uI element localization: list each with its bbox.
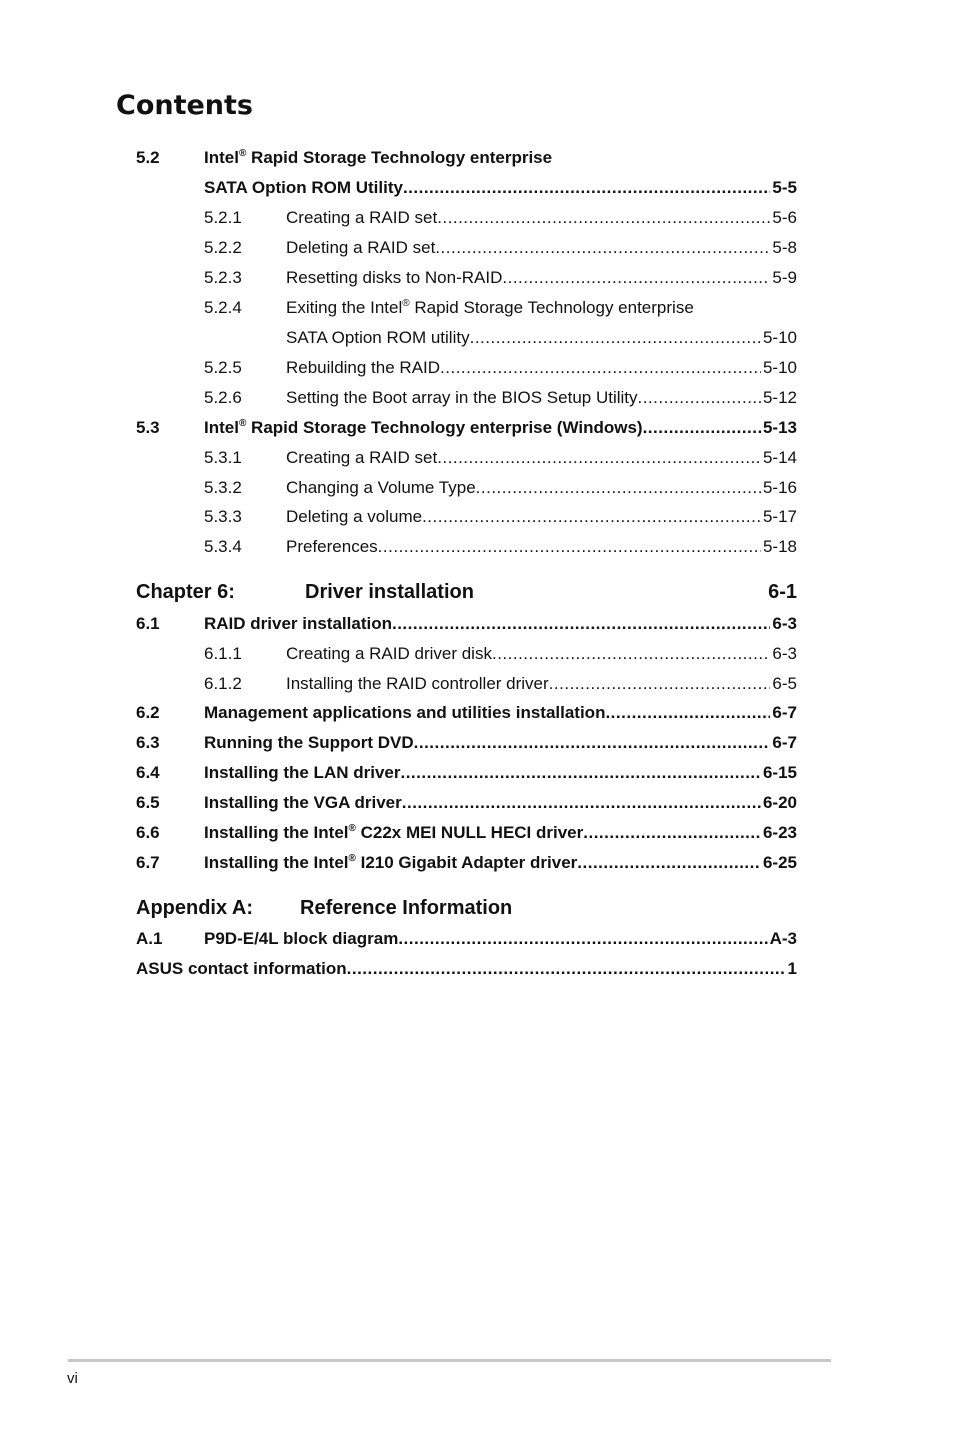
toc-title: Installing the Intel® C22x MEI NULL HECI driver <box>204 823 584 842</box>
dot-leader <box>403 176 770 200</box>
toc-number: 6.1.1 <box>204 644 242 663</box>
toc-title: Changing a Volume Type <box>286 478 476 497</box>
toc-entry-6-7[interactable] <box>0 851 954 875</box>
toc-title: Preferences <box>286 537 378 556</box>
toc-number: 5.2 <box>136 148 160 167</box>
toc-page: 5-6 <box>772 208 797 227</box>
toc-title: SATA Option ROM utility <box>286 328 470 347</box>
toc-page: 6-7 <box>772 703 797 722</box>
toc-page: 5-14 <box>762 448 797 467</box>
toc-title: Setting the Boot array in the BIOS Setup Utility <box>286 388 638 407</box>
toc-title: RAID driver installation <box>204 614 392 633</box>
toc-number: 5.2.1 <box>204 208 242 227</box>
toc-entry-5-3-2[interactable] <box>0 476 954 500</box>
toc-title: Creating a RAID driver disk <box>286 644 492 663</box>
dot-leader <box>392 612 770 636</box>
toc-title: Intel® Rapid Storage Technology enterprise <box>204 148 553 167</box>
toc-page: 6-15 <box>762 763 797 782</box>
toc-entry-6-2[interactable] <box>0 701 954 725</box>
toc-page: 5-18 <box>762 537 797 556</box>
footer-rule <box>68 1359 831 1362</box>
dot-leader <box>502 266 770 290</box>
page-number: vi <box>67 1370 78 1387</box>
toc-entry-6-4[interactable] <box>0 761 954 785</box>
toc-title: Installing the RAID controller driver <box>286 674 549 693</box>
dot-leader <box>378 535 761 559</box>
toc-page: 5-16 <box>762 478 797 497</box>
toc-entry-5-3-1[interactable] <box>0 446 954 470</box>
dot-leader <box>605 701 770 725</box>
toc-entry-5-3-3[interactable] <box>0 505 954 529</box>
toc-entry-5-2-4-cont[interactable] <box>0 326 954 350</box>
toc-number: 5.3.1 <box>204 448 242 467</box>
toc-entry-5-3[interactable] <box>0 416 954 440</box>
toc-title: Creating a RAID set <box>286 208 438 227</box>
toc-page: 6-5 <box>772 674 797 693</box>
toc-number: 5.3.3 <box>204 507 242 526</box>
dot-leader <box>435 236 770 260</box>
toc-entry-6-6[interactable] <box>0 821 954 845</box>
toc-number: 6.4 <box>136 763 160 782</box>
toc-title: Installing the LAN driver <box>204 763 401 782</box>
toc-entry-asus-contact[interactable] <box>0 957 954 981</box>
dot-leader <box>549 672 771 696</box>
toc-title: Rebuilding the RAID <box>286 358 441 377</box>
toc-entry-6-1-1[interactable] <box>0 642 954 666</box>
toc-entry-a-1[interactable] <box>0 927 954 951</box>
dot-leader <box>400 761 760 785</box>
toc-entry-6-3[interactable] <box>0 731 954 755</box>
dot-leader <box>437 446 761 470</box>
dot-leader <box>476 476 761 500</box>
toc-title: Installing the VGA driver <box>204 793 402 812</box>
toc-page: 1 <box>787 959 797 978</box>
toc-title: Management applications and utilities installation <box>204 703 606 722</box>
dot-leader <box>638 386 761 410</box>
toc-number: 6.6 <box>136 823 160 842</box>
toc-title: SATA Option ROM Utility <box>204 178 403 197</box>
toc-title: ASUS contact information <box>136 959 347 978</box>
toc-entry-5-2-1[interactable] <box>0 206 954 230</box>
toc-page: 6-25 <box>762 853 797 872</box>
dot-leader <box>437 206 770 230</box>
dot-leader <box>492 642 770 666</box>
toc-entry-5-2-5[interactable] <box>0 356 954 380</box>
dot-leader <box>422 505 761 529</box>
toc-title: Resetting disks to Non-RAID <box>286 268 503 287</box>
toc-page: 5-9 <box>772 268 797 287</box>
toc-number: 5.2.6 <box>204 388 242 407</box>
toc-entry-5-2-2[interactable] <box>0 236 954 260</box>
toc-number: 5.3 <box>136 418 160 437</box>
dot-leader <box>398 927 767 951</box>
dot-leader <box>643 416 761 440</box>
dot-leader <box>583 821 761 845</box>
toc-page: 6-23 <box>762 823 797 842</box>
toc-number: 5.2.5 <box>204 358 242 377</box>
toc-page: 5-10 <box>762 358 797 377</box>
dot-leader <box>577 851 761 875</box>
toc-page: 6-20 <box>762 793 797 812</box>
toc-entry-5-2-3[interactable] <box>0 266 954 290</box>
toc-page: 5-13 <box>762 418 797 437</box>
toc-title: Intel® Rapid Storage Technology enterprise (Windows) <box>204 418 643 437</box>
dot-leader <box>440 356 761 380</box>
dot-leader <box>470 326 761 350</box>
dot-leader <box>402 791 761 815</box>
toc-entry-5-2-4[interactable] <box>0 296 954 320</box>
toc-number: 5.2.3 <box>204 268 242 287</box>
toc-title: Creating a RAID set <box>286 448 438 467</box>
toc-number: 6.5 <box>136 793 160 812</box>
toc-number: 5.3.2 <box>204 478 242 497</box>
chapter-title: Driver installation <box>305 581 474 603</box>
toc-number: 6.1 <box>136 614 160 633</box>
chapter-label: Chapter 6: <box>136 581 235 603</box>
toc-number: 5.2.4 <box>204 298 242 317</box>
toc-page: 6-3 <box>772 614 797 633</box>
toc-page: 5-12 <box>762 388 797 407</box>
toc-number: 5.3.4 <box>204 537 242 556</box>
toc-page: 5-8 <box>772 238 797 257</box>
toc-number: 6.3 <box>136 733 160 752</box>
dot-leader <box>414 731 771 755</box>
toc-title: Running the Support DVD <box>204 733 414 752</box>
dot-leader <box>347 957 786 981</box>
chapter-page: 6-1 <box>768 581 797 603</box>
toc-number: 5.2.2 <box>204 238 242 257</box>
toc-number: A.1 <box>136 929 163 948</box>
toc-entry-6-1-2[interactable] <box>0 672 954 696</box>
toc-page: 5-10 <box>762 328 797 347</box>
toc-title: P9D-E/4L block diagram <box>204 929 399 948</box>
toc-entry-6-1[interactable] <box>0 612 954 636</box>
toc-entry-6-5[interactable] <box>0 791 954 815</box>
toc-entry-5-2-6[interactable] <box>0 386 954 410</box>
chapter-label: Appendix A: <box>136 897 254 919</box>
toc-number: 6.1.2 <box>204 674 242 693</box>
toc-entry-5-3-4[interactable] <box>0 535 954 559</box>
chapter-heading-appendix-a[interactable] <box>0 895 954 921</box>
toc-page: 6-3 <box>772 644 797 663</box>
toc-page: A-3 <box>769 929 797 948</box>
toc-title: Deleting a volume <box>286 507 423 526</box>
chapter-title: Reference Information <box>300 897 513 919</box>
toc-entry-5-2[interactable] <box>0 146 954 170</box>
toc-page: 6-7 <box>772 733 797 752</box>
toc-page: 5-5 <box>772 178 797 197</box>
toc-title: Exiting the Intel® Rapid Storage Technology enterprise <box>286 298 694 317</box>
toc-entry-5-2-cont[interactable] <box>0 176 954 200</box>
toc-number: 6.2 <box>136 703 160 722</box>
toc-title: Deleting a RAID set <box>286 238 436 257</box>
toc-page: 5-17 <box>762 507 797 526</box>
toc-title: Installing the Intel® I210 Gigabit Adapter driver <box>204 853 578 872</box>
chapter-heading-6[interactable] <box>0 579 954 605</box>
toc-number: 6.7 <box>136 853 160 872</box>
page-title: Contents <box>116 90 254 121</box>
